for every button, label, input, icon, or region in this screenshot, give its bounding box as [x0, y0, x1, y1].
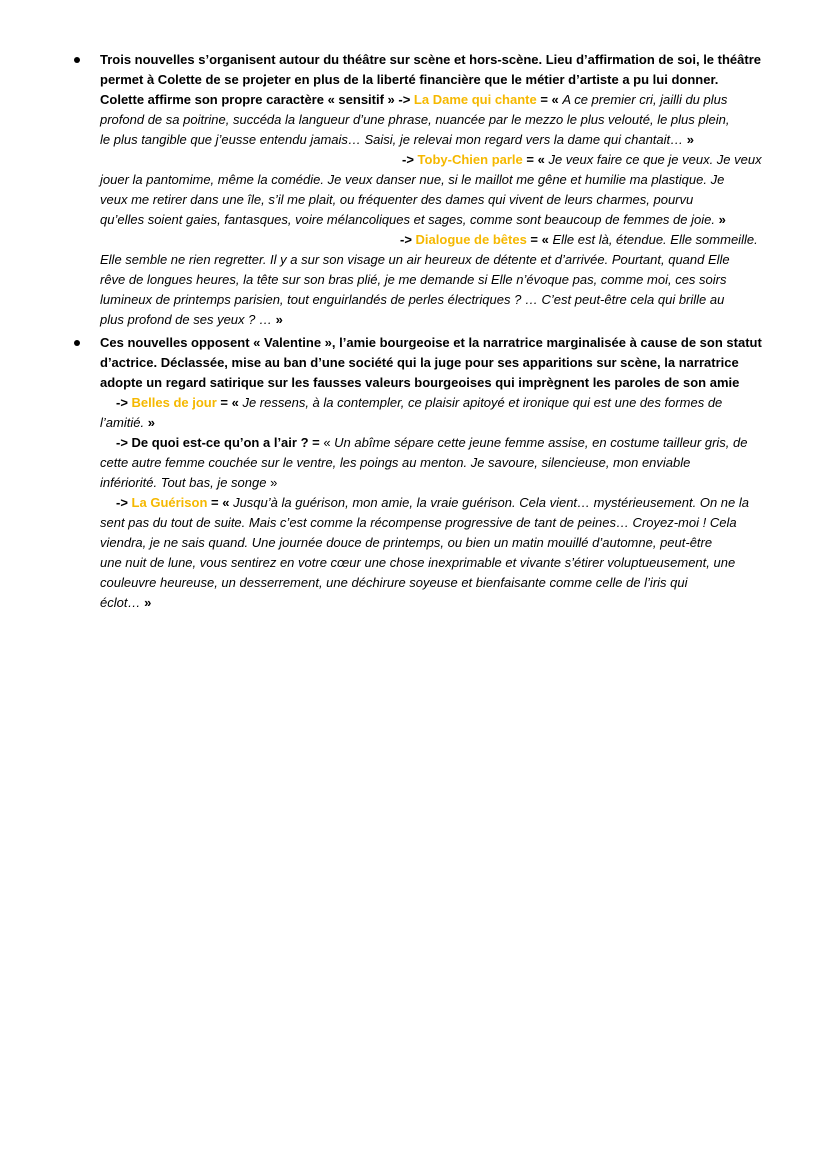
- bullet-item-theatre: [100, 50, 790, 330]
- quote-close: »: [270, 475, 278, 490]
- quote-close: »: [144, 595, 152, 610]
- paragraph-line: [100, 90, 790, 110]
- paragraph-line: permet à Colette de se projeter en plus de la liberté financière que le métier d’artiste a pu lui donner.: [100, 72, 719, 87]
- bullet-item-bourgeoisie: [100, 333, 790, 613]
- quote-text: Elle est là, étendue. Elle sommeille.: [552, 232, 758, 247]
- arrow-marker: ->: [116, 495, 132, 510]
- quote-line: [100, 130, 790, 150]
- quote-text: A ce premier cri, jailli du plus: [562, 92, 728, 107]
- paragraph-line: d’actrice. Déclassée, mise au ban d’une société qui la juge pour ses apparitions sur scène, la narratrice: [100, 355, 739, 370]
- quote-close: »: [147, 415, 155, 430]
- quote-line: [100, 593, 790, 613]
- paragraph-line: Ces nouvelles opposent « Valentine », l’amie bourgeoise et la narratrice marginalisée à cause de son statut: [100, 335, 762, 350]
- quote-text: qu’elles soient gaies, fantasques, voire mélancoliques et sages, comme sont beaucoup de femmes de joie.: [100, 212, 719, 227]
- quote-line: Elle semble ne rien regretter. Il y a sur son visage un air heureux de détente et d’arrivée. Pourtant, quand Elle: [100, 252, 730, 267]
- quote-text: le plus tangible que j’eusse entendu jamais… Saisi, je relevai mon regard vers la dame qui chantait…: [100, 132, 687, 147]
- quote-line: cette autre femme couchée sur le ventre, les poings au menton. Je savoure, silencieuse, mon enviable: [100, 455, 691, 470]
- quote-line: couleuvre heureuse, un desserrement, une déchirure soyeuse et bienfaisante comme celle de l’iris qui: [100, 575, 688, 590]
- quote-close: »: [275, 312, 283, 327]
- paragraph-line: adopte un regard satirique sur les fausses valeurs bourgeoises qui imprègnent les paroles de son amie: [100, 375, 740, 390]
- quote-open: «: [323, 435, 335, 450]
- story-title-toby-chien-parle: Toby-Chien parle: [417, 152, 523, 167]
- quote-line: [100, 473, 790, 493]
- equals-quote-open: = «: [207, 495, 234, 510]
- quote-line: jouer la pantomime, même la comédie. Je veux danser nue, si le maillot me gêne et humilie ma plastique. Je: [100, 172, 725, 187]
- reference-line: [100, 493, 790, 513]
- quote-text: l’amitié.: [100, 415, 148, 430]
- quote-text: Jusqu’à la guérison, mon amie, la vraie guérison. Cela vient… mystérieusement. On ne la: [233, 495, 749, 510]
- arrow-marker: ->: [402, 152, 418, 167]
- quote-line: viendra, je ne sais quand. Une journée douce de printemps, ou bien un matin mouillé d’automne, peut-être: [100, 535, 713, 550]
- equals-quote-open: = «: [216, 395, 243, 410]
- story-title-belles-de-jour: Belles de jour: [131, 395, 217, 410]
- quote-text: plus profond de ses yeux ? …: [100, 312, 276, 327]
- reference-line: [100, 150, 790, 170]
- bullet-point: [74, 340, 80, 346]
- reference-line: [100, 393, 790, 413]
- equals-quote-open: = «: [522, 152, 549, 167]
- quote-line: une nuit de lune, vous sentirez en votre cœur une chose inexprimable et vivante s’étirer voluptueusement, une: [100, 555, 736, 570]
- quote-line: profond de sa poitrine, succéda la langueur d’une phrase, nuancée par le mezzo le plus velouté, le plus plein,: [100, 112, 730, 127]
- quote-text: éclot…: [100, 595, 145, 610]
- equals-quote-open: = «: [526, 232, 553, 247]
- quote-line: rêve de longues heures, la tête sur son bras plié, je me demande si Elle n’évoque pas, comme moi, ces soirs: [100, 272, 727, 287]
- quote-line: sent pas du tout de suite. Mais c’est comme la récompense progressive de tant de peines… Croyez-moi ! Cela: [100, 515, 737, 530]
- equals-quote-open: = «: [536, 92, 563, 107]
- paragraph-line: Trois nouvelles s’organisent autour du théâtre sur scène et hors-scène. Lieu d’affirmation de soi, le théâtre: [100, 52, 762, 67]
- arrow-marker: ->: [116, 395, 132, 410]
- story-title-de-quoi-est-ce-quon-a-lair: -> De quoi est-ce qu’on a l’air ? =: [116, 435, 324, 450]
- quote-close: »: [686, 132, 694, 147]
- reference-line: [100, 433, 790, 453]
- quote-text: Je veux faire ce que je veux. Je veux: [548, 152, 762, 167]
- story-title-la-guerison: La Guérison: [131, 495, 208, 510]
- intro-text: Colette affirme son propre caractère « sensitif » ->: [100, 92, 414, 107]
- quote-text: infériorité. Tout bas, je songe: [100, 475, 271, 490]
- bullet-point: [74, 57, 80, 63]
- quote-text: Un abîme sépare cette jeune femme assise, en costume tailleur gris, de: [334, 435, 748, 450]
- story-title-dialogue-de-betes: Dialogue de bêtes: [415, 232, 527, 247]
- story-title-la-dame-qui-chante: La Dame qui chante: [413, 92, 537, 107]
- quote-close: »: [718, 212, 726, 227]
- arrow-marker: ->: [400, 232, 416, 247]
- reference-line: [100, 230, 790, 250]
- quote-text: Je ressens, à la contempler, ce plaisir apitoyé et ironique qui est une des formes de: [242, 395, 723, 410]
- quote-line: lumineux de printemps parisien, tout enguirlandés de perles électriques ? … C’est peut-être cela qui brille au: [100, 292, 725, 307]
- quote-line: [100, 310, 790, 330]
- quote-line: [100, 210, 790, 230]
- quote-line: veux me retirer dans une île, s’il me plait, ou fréquenter des dames qui vivent de leurs charmes, pourvu: [100, 192, 694, 207]
- quote-line: [100, 413, 790, 433]
